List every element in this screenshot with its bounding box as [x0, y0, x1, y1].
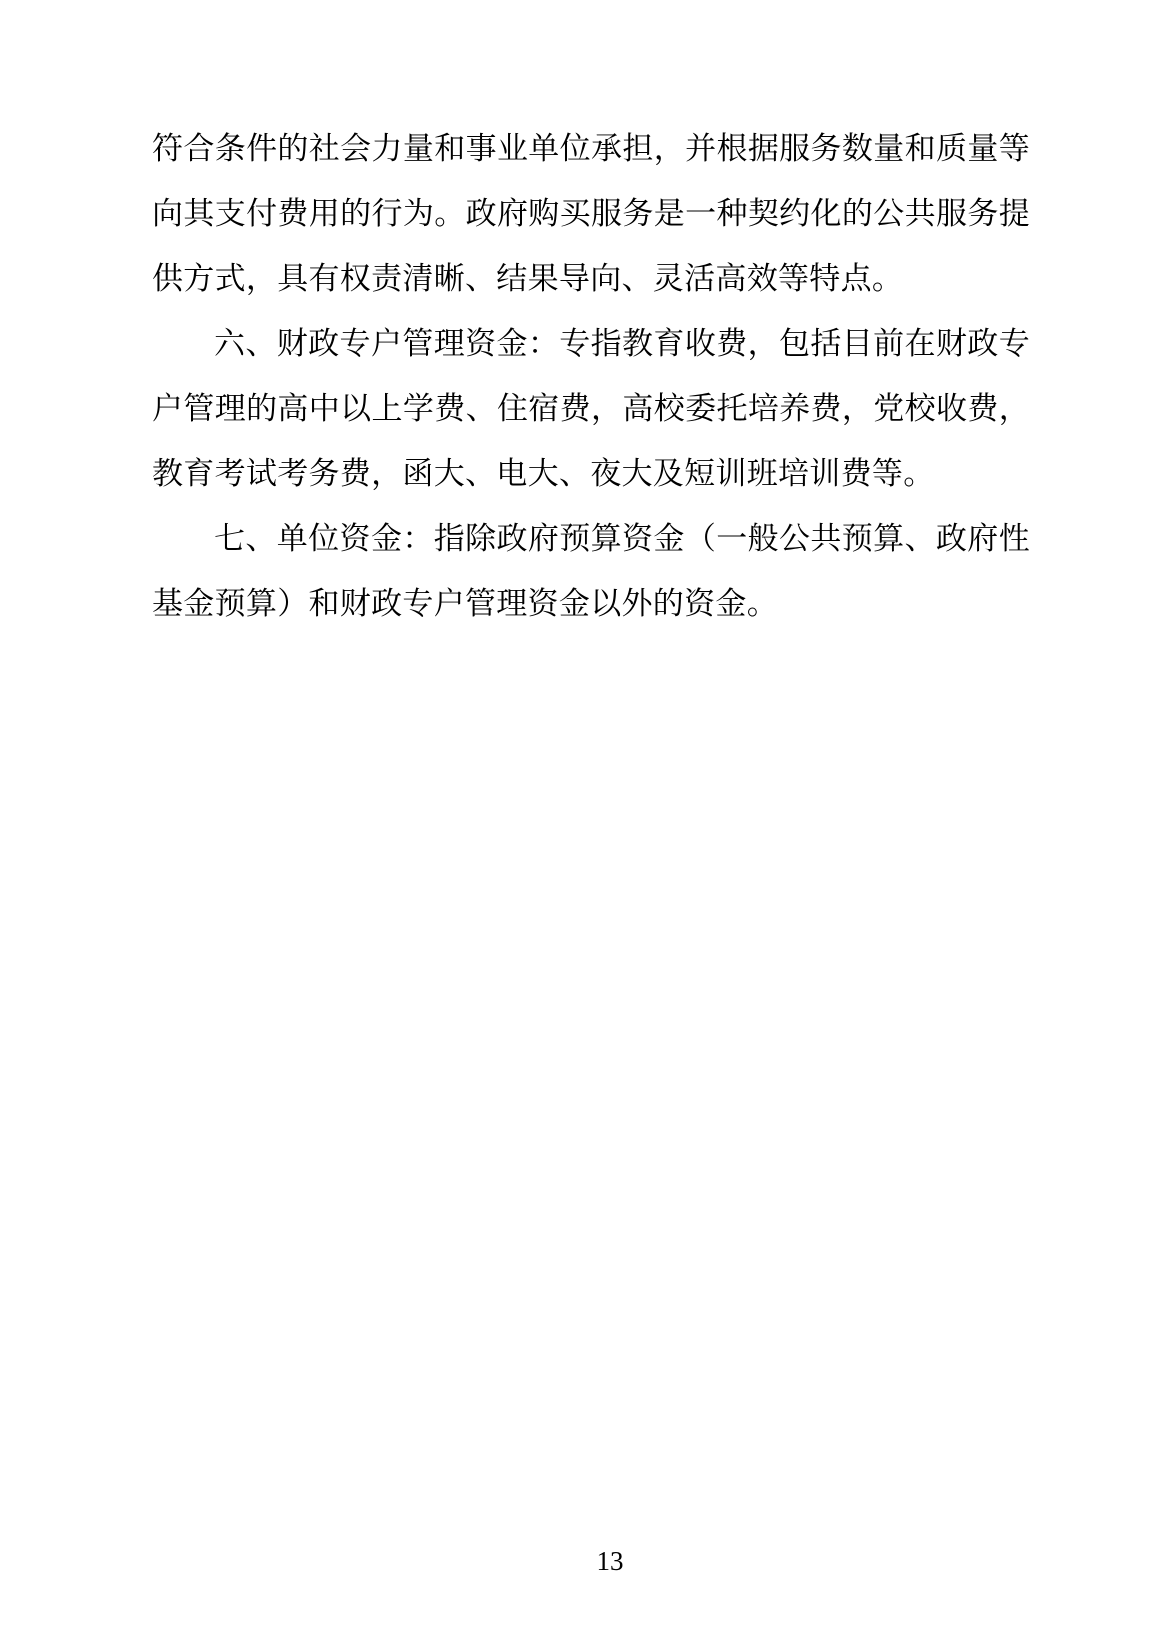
paragraph-continuation-government-purchase-services: 符合条件的社会力量和事业单位承担，并根据服务数量和质量等向其支付费用的行为。政府购买服务是一种契约化的公共服务提供方式，具有权责清晰、结果导向、灵活高效等特点。: [152, 131, 1030, 296]
page-number: 13: [596, 1546, 624, 1576]
paragraph-item-6-fiscal-special-account-funds: 六、财政专户管理资金：专指教育收费，包括目前在财政专户管理的高中以上学费、住宿费，高校委托培养费，党校收费，教育考试考务费，函大、电大、夜大及短训班培训费等。: [152, 326, 1030, 491]
page-body-text: [152, 116, 1030, 636]
paragraph-item-7-unit-funds: 七、单位资金：指除政府预算资金（一般公共预算、政府性基金预算）和财政专户管理资金以外的资金。: [152, 521, 1030, 621]
